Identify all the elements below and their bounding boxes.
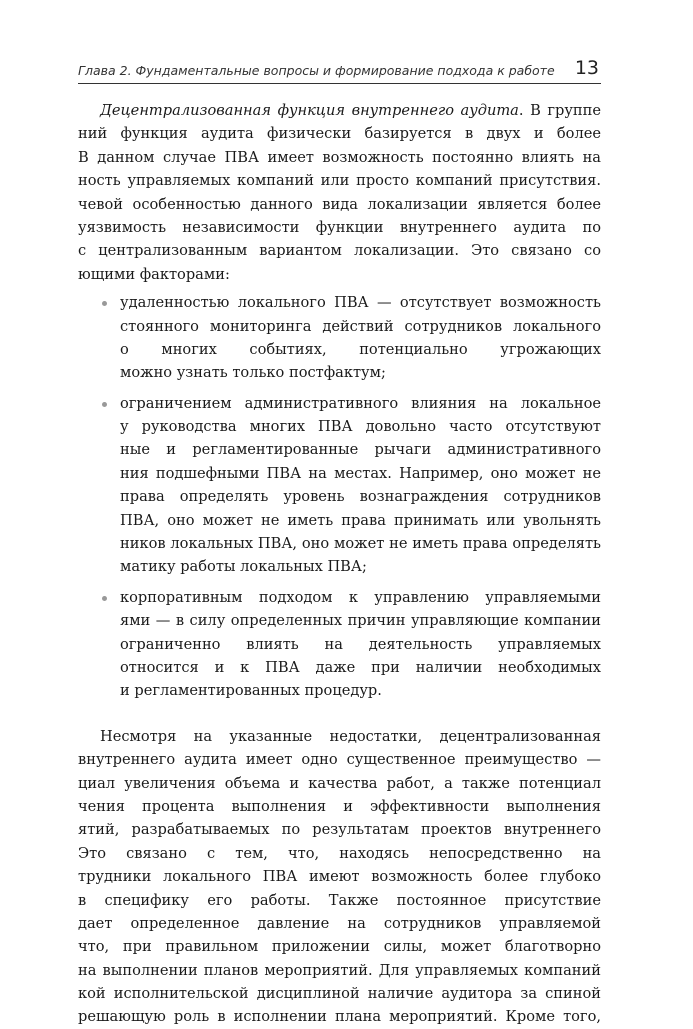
list-item: [78, 392, 601, 579]
text-line: ограниченно влиять на деятельность управляемых: [120, 635, 601, 653]
text-line: решающую роль в исполнении плана мероприятий. Кроме того,: [78, 1008, 601, 1026]
text-line: ные и регламентированные рычаги административного: [120, 441, 601, 459]
text-line: у руководства многих ПВА довольно часто отсутствуют: [120, 418, 601, 436]
body-text: [78, 99, 601, 1029]
text-line: и регламентированных процедур.: [120, 682, 382, 700]
list-item: [78, 291, 601, 385]
bullet-dot-icon: [102, 596, 107, 601]
text-line: права определять уровень вознаграждения сотрудников: [120, 488, 601, 506]
text-line: удаленностью локального ПВА — отсутствует возможность: [120, 294, 601, 312]
page-number: 13: [574, 57, 599, 79]
text-line: матику работы локальных ПВА;: [120, 558, 367, 576]
text-line: можно узнать только постфактум;: [120, 364, 386, 382]
text-line: ятий, разрабатываемых по результатам проектов внутреннего: [78, 821, 601, 839]
text-line: ников локальных ПВА, оно может не иметь права определять: [120, 535, 601, 553]
text-line: в специфику его работы. Также постоянное присутствие: [78, 891, 601, 909]
text-line: стоянного мониторинга действий сотрудников локального: [120, 317, 601, 335]
text-line: чевой особенностью данного вида локализации является более: [78, 195, 601, 213]
paragraph-advantages: [78, 725, 601, 1029]
text-line: корпоративным подходом к управлению управляемыми: [120, 588, 601, 606]
chapter-title: Глава 2. Фундаментальные вопросы и формирование подхода к работе: [78, 63, 555, 78]
text-line: кой исполнительской дисциплиной наличие аудитора за спиной: [78, 985, 601, 1003]
text-line: Это связано с тем, что, находясь непосредственно на: [78, 844, 601, 862]
text-line: Децентрализованная функция внутреннего аудита. В группе: [100, 102, 601, 119]
text-line: ния подшефными ПВА на местах. Например, оно может не: [120, 464, 601, 482]
text-line: о многих событиях, потенциально угрожающих: [120, 340, 601, 358]
bullet-dot-icon: [102, 301, 107, 306]
paragraph-decentralized-function: [78, 99, 601, 286]
list-item: [78, 586, 601, 703]
text-line: ний функция аудита физически базируется в двух и более: [78, 125, 601, 143]
text-line: ющими факторами:: [78, 265, 230, 283]
text-line: с централизованным вариантом локализации. Это связано со: [78, 242, 601, 260]
text-line: В данном случае ПВА имеет возможность постоянно влиять на: [78, 148, 601, 166]
italic-lead-term: Децентрализованная функция внутреннего аудита: [100, 102, 519, 119]
text-line: уязвимость независимости функции внутреннего аудита по: [78, 218, 601, 236]
text-line: дает определенное давление на сотрудников управляемой: [78, 914, 601, 932]
text-line: ограничением административного влияния на локальное: [120, 394, 601, 412]
text-line: внутреннего аудита имеет одно существенное преимущество —: [78, 751, 601, 769]
text-line: чения процента выполнения и эффективности выполнения: [78, 797, 601, 815]
factors-list: [78, 291, 601, 703]
text-line: ПВА, оно может не иметь права принимать или увольнять: [120, 511, 601, 529]
text-line: Несмотря на указанные недостатки, децентрализованная: [100, 727, 601, 745]
text-line: циал увеличения объема и качества работ, а также потенциал: [78, 774, 601, 792]
text-line: что, при правильном приложении силы, может благотворно: [78, 938, 601, 956]
text-line: относится и к ПВА даже при наличии необходимых: [120, 658, 601, 676]
bullet-dot-icon: [102, 402, 107, 407]
text-line: на выполнении планов мероприятий. Для управляемых компаний: [78, 961, 601, 979]
text-line: ями — в силу определенных причин управляющие компании: [120, 612, 601, 630]
text-line: трудники локального ПВА имеют возможность более глубоко: [78, 868, 601, 886]
text-line: ность управляемых компаний или просто компаний присутствия.: [78, 172, 601, 190]
running-header: [78, 57, 601, 84]
